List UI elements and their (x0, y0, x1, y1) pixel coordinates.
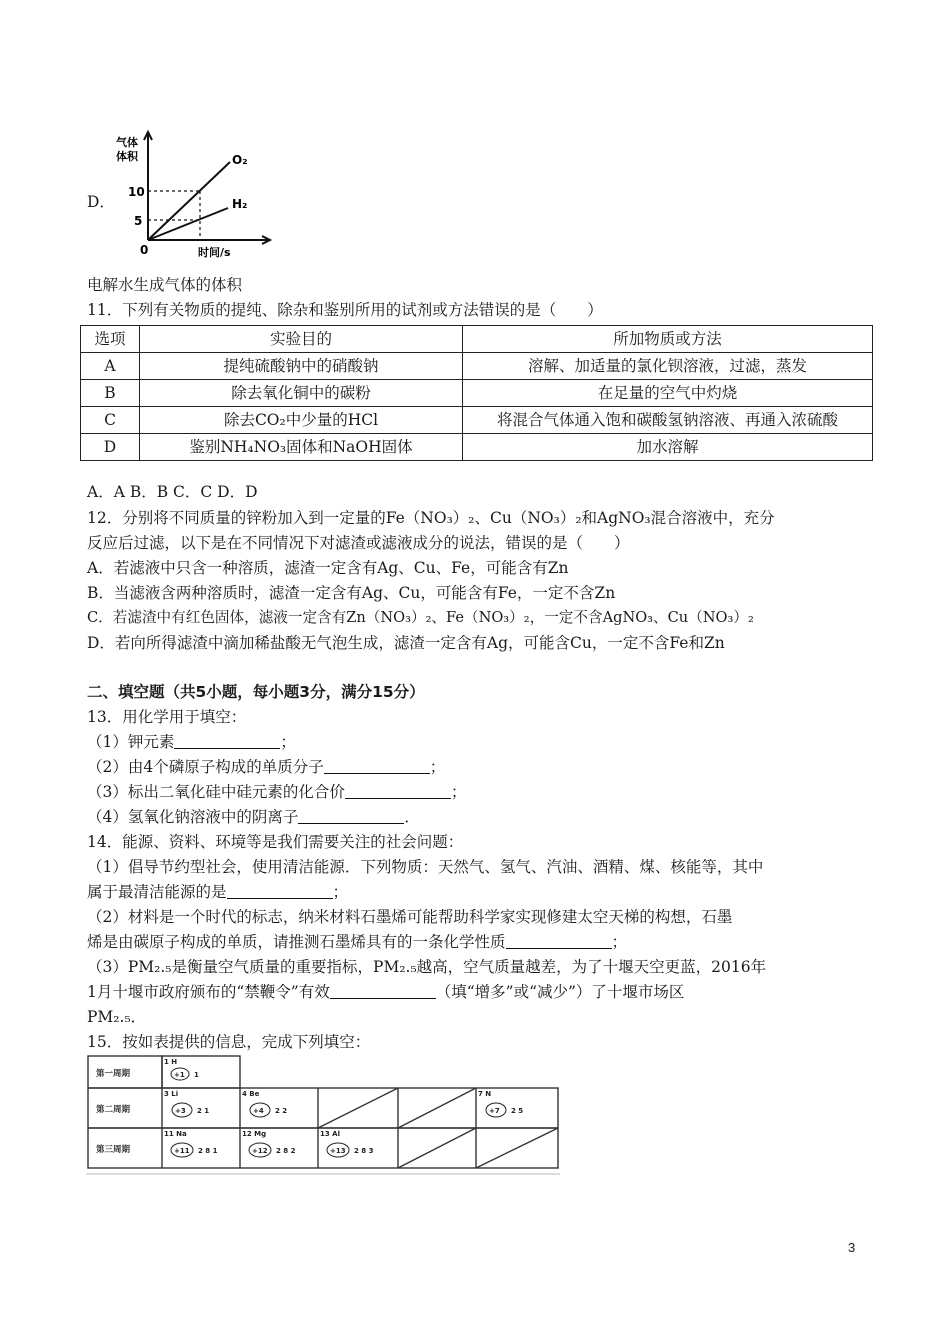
row-method: 将混合气体通入饱和碳酸氢钠溶液、再通入浓硫酸 (463, 407, 873, 434)
element-be-nucleus: +4 (253, 1107, 264, 1115)
punct: ； (429, 758, 446, 776)
q10d-caption: 电解水生成气体的体积 (87, 276, 243, 294)
table-row (81, 434, 873, 461)
answer-blank[interactable] (345, 782, 451, 799)
q14-p1b (87, 880, 348, 904)
q13-item-2 (87, 755, 445, 779)
element-na-nucleus: +11 (174, 1147, 190, 1155)
punct: ． (404, 808, 420, 826)
element-li-shells: 2 1 (197, 1107, 210, 1115)
period-1-label: 第一周期 (96, 1069, 131, 1079)
q13-item-2-text: （2）由4个磷原子构成的单质分子 (87, 758, 324, 776)
q10d-ylabel-2: 体积 (116, 150, 138, 163)
header-method: 所加物质或方法 (463, 326, 873, 353)
row-goal: 除去CO₂中少量的HCl (140, 407, 463, 434)
element-mg-nucleus: +12 (252, 1147, 268, 1155)
header-goal: 实验目的 (140, 326, 463, 353)
q12-option-b: B．当滤液含两种溶质时，滤渣一定含有Ag、Cu，可能含有Fe，一定不含Zn (87, 584, 616, 602)
punct: ； (280, 733, 296, 751)
answer-blank[interactable] (506, 932, 612, 949)
row-method: 溶解、加适量的氯化钡溶液，过滤，蒸发 (463, 353, 873, 380)
q15-stem: 15．按如表提供的信息，完成下列填空： (87, 1033, 371, 1051)
q13-item-1-text: （1）钾元素 (87, 733, 175, 751)
punct: ； (332, 883, 349, 901)
q14-p3a: （3）PM₂.₅是衡量空气质量的重要指标，PM₂.₅越高，空气质量越差，为了十堰天空更蓝，2016年 (87, 958, 767, 976)
q14-p1a: （1）倡导节约型社会，使用清洁能源．下列物质：天然气、氢气、汽油、酒精、煤、核能等，其中 (87, 858, 764, 876)
row-goal: 鉴别NH₄NO₃固体和NaOH固体 (140, 434, 463, 461)
q11-choices: A．A B．B C．C D．D (87, 483, 258, 501)
punct: ； (611, 933, 628, 951)
period-2-label: 第二周期 (96, 1105, 131, 1115)
element-h-label: 1 H (164, 1058, 178, 1066)
table-header-row (81, 326, 873, 353)
q10d-xlabel: 时间/s (198, 246, 231, 259)
q10d-ylabel-1: 气体 (116, 136, 138, 149)
table-row (81, 407, 873, 434)
q14-p3b-text-2: （填“增多”或“减少”）了十堰市场区 (435, 983, 685, 1001)
row-option: C (81, 407, 140, 434)
q14-p3c: PM₂.₅． (87, 1008, 147, 1026)
q10d-tick-10: 10 (128, 185, 145, 199)
answer-blank[interactable] (227, 882, 333, 899)
element-n-label: 7 N (478, 1090, 492, 1098)
answer-blank[interactable] (174, 732, 280, 749)
element-mg-shells: 2 8 2 (276, 1147, 296, 1155)
element-be-label: 4 Be (242, 1090, 260, 1098)
o2-line (148, 162, 230, 240)
table-row (81, 353, 873, 380)
page-number: 3 (848, 1240, 856, 1255)
element-n-shells: 2 5 (511, 1107, 524, 1115)
element-al-nucleus: +13 (330, 1147, 346, 1155)
row-method: 加水溶解 (463, 434, 873, 461)
row-goal: 除去氧化铜中的碳粉 (140, 380, 463, 407)
header-option: 选项 (81, 326, 140, 353)
q14-p2a: （2）材料是一个时代的标志，纳米材料石墨烯可能帮助科学家实现修建太空天梯的构想，石墨 (87, 908, 733, 926)
element-na-shells: 2 8 1 (198, 1147, 218, 1155)
answer-blank[interactable] (324, 757, 430, 774)
q14-p3b-text-1: 1月十堰市政府颁布的“禁鞭令”有效 (87, 983, 330, 1001)
q12-option-d: D．若向所得滤渣中滴加稀盐酸无气泡生成，滤渣一定含有Ag，可能含Cu，一定不含Fe和Zn (87, 634, 725, 652)
element-h-nucleus: +1 (174, 1071, 185, 1079)
q11-table (80, 325, 873, 461)
q10d-o2-label: O₂ (232, 153, 248, 167)
periodic-table-image (86, 1052, 560, 1176)
q10d-label: D． (87, 193, 115, 211)
element-al-shells: 2 8 3 (354, 1147, 374, 1155)
section-heading: 二、填空题（共5小题，每小题3分，满分15分） (87, 683, 425, 701)
q13-stem: 13．用化学用于填空： (87, 708, 247, 726)
q10d-origin: 0 (140, 243, 149, 257)
q13-item-3-text: （3）标出二氧化硅中硅元素的化合价 (87, 783, 345, 801)
row-option: A (81, 353, 140, 380)
h2-line (148, 208, 228, 240)
q14-p2b-text: 烯是由碳原子构成的单质，请推测石墨烯具有的一条化学性质 (87, 933, 506, 951)
q14-stem: 14．能源、资料、环境等是我们需要关注的社会问题： (87, 833, 464, 851)
q14-p1b-text: 属于最清洁能源的是 (87, 883, 227, 901)
element-li-label: 3 Li (164, 1090, 179, 1098)
element-al-label: 13 Al (320, 1130, 340, 1138)
row-option: B (81, 380, 140, 407)
element-mg-label: 12 Mg (242, 1130, 267, 1138)
row-goal: 提纯硫酸钠中的硝酸钠 (140, 353, 463, 380)
element-be-shells: 2 2 (275, 1107, 288, 1115)
element-li-nucleus: +3 (175, 1107, 186, 1115)
row-method: 在足量的空气中灼烧 (463, 380, 873, 407)
element-h-shells: 1 (194, 1071, 199, 1079)
q12-stem-1: 12．分别将不同质量的锌粉加入到一定量的Fe（NO₃）₂、Cu（NO₃）₂和AgNO₃混合溶液中，充分 (87, 509, 775, 527)
q13-item-1 (87, 730, 296, 754)
answer-blank[interactable] (298, 807, 404, 824)
q14-p3b (87, 980, 684, 1004)
q10d-tick-5: 5 (134, 214, 143, 228)
period-3-label: 第三周期 (96, 1145, 131, 1155)
q12-stem-2: 反应后过滤，以下是在不同情况下对滤渣或滤液成分的说法，错误的是（ ） (87, 534, 630, 552)
punct: ； (450, 783, 467, 801)
table-row (81, 380, 873, 407)
q13-item-4 (87, 805, 420, 829)
q11-stem: 11．下列有关物质的提纯、除杂和鉴别所用的试剂或方法错误的是（ ） (87, 301, 603, 319)
q10d-h2-label: H₂ (232, 197, 248, 211)
q13-item-4-text: （4）氢氧化钠溶液中的阴离子 (87, 808, 299, 826)
row-option: D (81, 434, 140, 461)
q14-p2b (87, 930, 627, 954)
q13-item-3 (87, 780, 466, 804)
q12-option-c: C．若滤渣中有红色固体，滤液一定含有Zn（NO₃）₂、Fe（NO₃）₂，一定不含AgNO₃、Cu（NO₃）₂ (87, 609, 754, 626)
element-n-nucleus: +7 (489, 1107, 500, 1115)
answer-blank[interactable] (330, 982, 436, 999)
q10d-graph (110, 128, 280, 263)
q12-option-a: A．若滤液中只含一种溶质，滤渣一定含有Ag、Cu、Fe，可能含有Zn (87, 559, 569, 577)
element-na-label: 11 Na (164, 1130, 187, 1138)
